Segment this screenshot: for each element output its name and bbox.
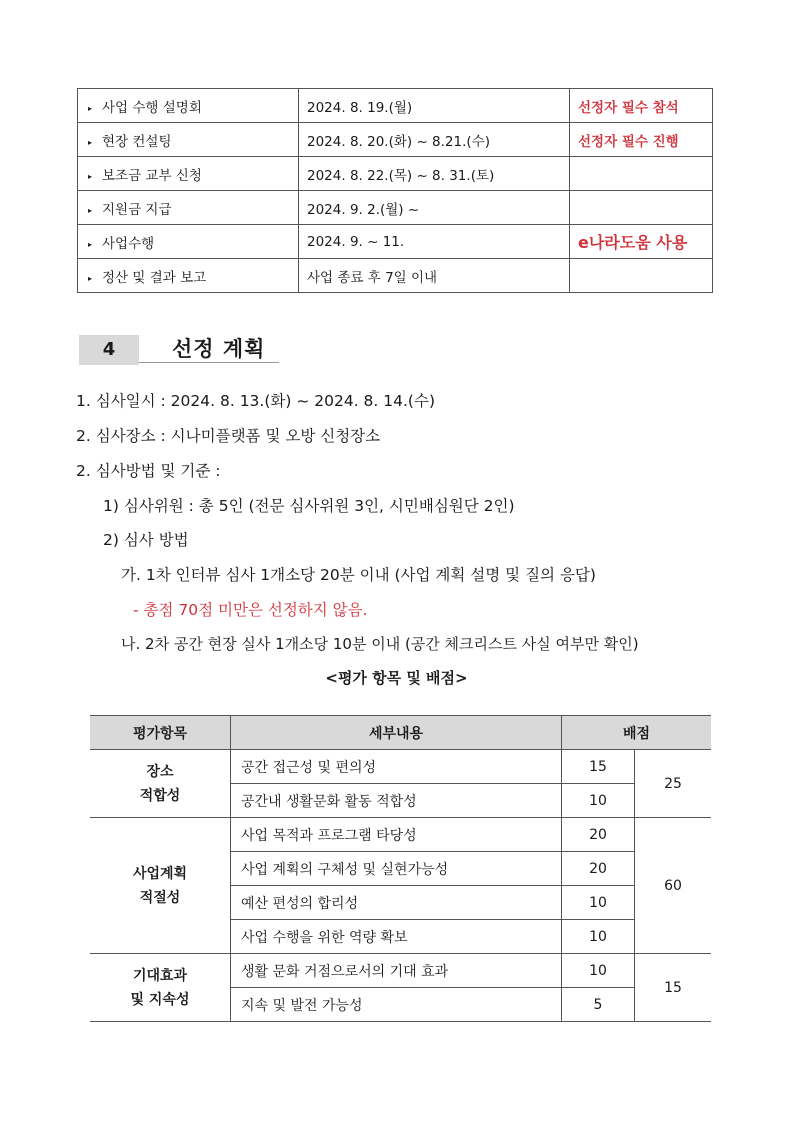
schedule-note: e나라도움 사용 bbox=[570, 225, 713, 259]
review-committee-line: 1) 심사위원 : 총 5인 (전문 심사위원 3인, 시민배심원단 2인) bbox=[103, 497, 515, 515]
schedule-note bbox=[570, 191, 713, 225]
eval-header-category: 평가항목 bbox=[90, 716, 231, 750]
eval-score: 10 bbox=[562, 954, 635, 988]
triangle-bullet-icon: ▸ bbox=[88, 171, 93, 181]
eval-category bbox=[90, 750, 231, 818]
section-underline bbox=[139, 362, 279, 363]
eval-table-caption: <평가 항목 및 배점> bbox=[325, 669, 468, 687]
schedule-date: 2024. 8. 22.(목) ~ 8. 31.(토) bbox=[299, 157, 570, 191]
cutoff-note-line: - 총점 70점 미만은 선정하지 않음. bbox=[133, 601, 368, 619]
first-review-line: 가. 1차 인터뷰 심사 1개소당 20분 이내 (사업 계획 설명 및 질의 응답) bbox=[121, 566, 596, 584]
eval-score: 15 bbox=[562, 750, 635, 784]
eval-score: 20 bbox=[562, 818, 635, 852]
schedule-row bbox=[78, 157, 713, 191]
schedule-item bbox=[78, 191, 299, 225]
second-review-line: 나. 2차 공간 현장 실사 1개소당 10분 이내 (공간 체크리스트 사실 여부만 확인) bbox=[121, 635, 639, 653]
schedule-note: 선정자 필수 진행 bbox=[570, 123, 713, 157]
triangle-bullet-icon: ▸ bbox=[88, 239, 93, 249]
review-date-line: 1. 심사일시 : 2024. 8. 13.(화) ~ 2024. 8. 14.(수) bbox=[76, 392, 435, 410]
review-process-line: 2) 심사 방법 bbox=[103, 531, 189, 549]
schedule-date: 2024. 8. 20.(화) ~ 8.21.(수) bbox=[299, 123, 570, 157]
table-row bbox=[90, 750, 711, 784]
triangle-bullet-icon: ▸ bbox=[88, 103, 93, 113]
schedule-item bbox=[78, 123, 299, 157]
schedule-row bbox=[78, 259, 713, 293]
schedule-item bbox=[78, 157, 299, 191]
schedule-row bbox=[78, 225, 713, 259]
eval-header-score: 배점 bbox=[562, 716, 712, 750]
eval-category bbox=[90, 954, 231, 1022]
evaluation-table bbox=[90, 715, 711, 1022]
eval-detail: 생활 문화 거점으로서의 기대 효과 bbox=[231, 954, 562, 988]
schedule-date: 2024. 8. 19.(월) bbox=[299, 89, 570, 123]
schedule-item-label: 정산 및 결과 보고 bbox=[102, 269, 207, 286]
schedule-item bbox=[78, 259, 299, 293]
eval-category bbox=[90, 818, 231, 954]
schedule-item-label: 보조금 교부 신청 bbox=[102, 167, 202, 184]
eval-total: 60 bbox=[635, 818, 712, 954]
table-row bbox=[90, 954, 711, 988]
eval-score: 20 bbox=[562, 852, 635, 886]
schedule-item-label: 지원금 지급 bbox=[102, 201, 172, 218]
schedule-row bbox=[78, 123, 713, 157]
eval-category-label: 장소 적합성 bbox=[139, 763, 181, 804]
triangle-bullet-icon: ▸ bbox=[88, 137, 93, 147]
triangle-bullet-icon: ▸ bbox=[88, 205, 93, 215]
schedule-note: 선정자 필수 참석 bbox=[570, 89, 713, 123]
review-method-line: 2. 심사방법 및 기준 : bbox=[76, 462, 221, 480]
table-row bbox=[90, 818, 711, 852]
eval-detail: 공간내 생활문화 활동 적합성 bbox=[231, 784, 562, 818]
eval-header-detail: 세부내용 bbox=[231, 716, 562, 750]
schedule-note bbox=[570, 259, 713, 293]
schedule-item bbox=[78, 89, 299, 123]
eval-detail: 예산 편성의 합리성 bbox=[231, 886, 562, 920]
schedule-table bbox=[77, 88, 713, 293]
schedule-date: 2024. 9. ~ 11. bbox=[299, 225, 570, 259]
schedule-note bbox=[570, 157, 713, 191]
schedule-row bbox=[78, 89, 713, 123]
eval-category-label: 기대효과 및 지속성 bbox=[130, 967, 190, 1008]
eval-detail: 공간 접근성 및 편의성 bbox=[231, 750, 562, 784]
schedule-date: 사업 종료 후 7일 이내 bbox=[299, 259, 570, 293]
section-number: 4 bbox=[79, 335, 139, 365]
schedule-date: 2024. 9. 2.(월) ~ bbox=[299, 191, 570, 225]
eval-total: 15 bbox=[635, 954, 712, 1022]
eval-score: 10 bbox=[562, 784, 635, 818]
eval-score: 5 bbox=[562, 988, 635, 1022]
eval-detail: 지속 및 발전 가능성 bbox=[231, 988, 562, 1022]
eval-category-label: 사업계획 적절성 bbox=[132, 865, 188, 906]
eval-score: 10 bbox=[562, 920, 635, 954]
eval-header-row bbox=[90, 716, 711, 750]
schedule-item bbox=[78, 225, 299, 259]
schedule-item-label: 사업수행 bbox=[102, 235, 155, 252]
eval-detail: 사업 수행을 위한 역량 확보 bbox=[231, 920, 562, 954]
review-place-line: 2. 심사장소 : 시나미플랫폼 및 오방 신청장소 bbox=[76, 427, 381, 445]
eval-detail: 사업 목적과 프로그램 타당성 bbox=[231, 818, 562, 852]
eval-detail: 사업 계획의 구체성 및 실현가능성 bbox=[231, 852, 562, 886]
schedule-row bbox=[78, 191, 713, 225]
schedule-item-label: 사업 수행 설명회 bbox=[102, 99, 202, 116]
section-title: 선정 계획 bbox=[172, 337, 266, 361]
triangle-bullet-icon: ▸ bbox=[88, 273, 93, 283]
schedule-item-label: 현장 컨설팅 bbox=[102, 133, 172, 150]
eval-total: 25 bbox=[635, 750, 712, 818]
eval-score: 10 bbox=[562, 886, 635, 920]
